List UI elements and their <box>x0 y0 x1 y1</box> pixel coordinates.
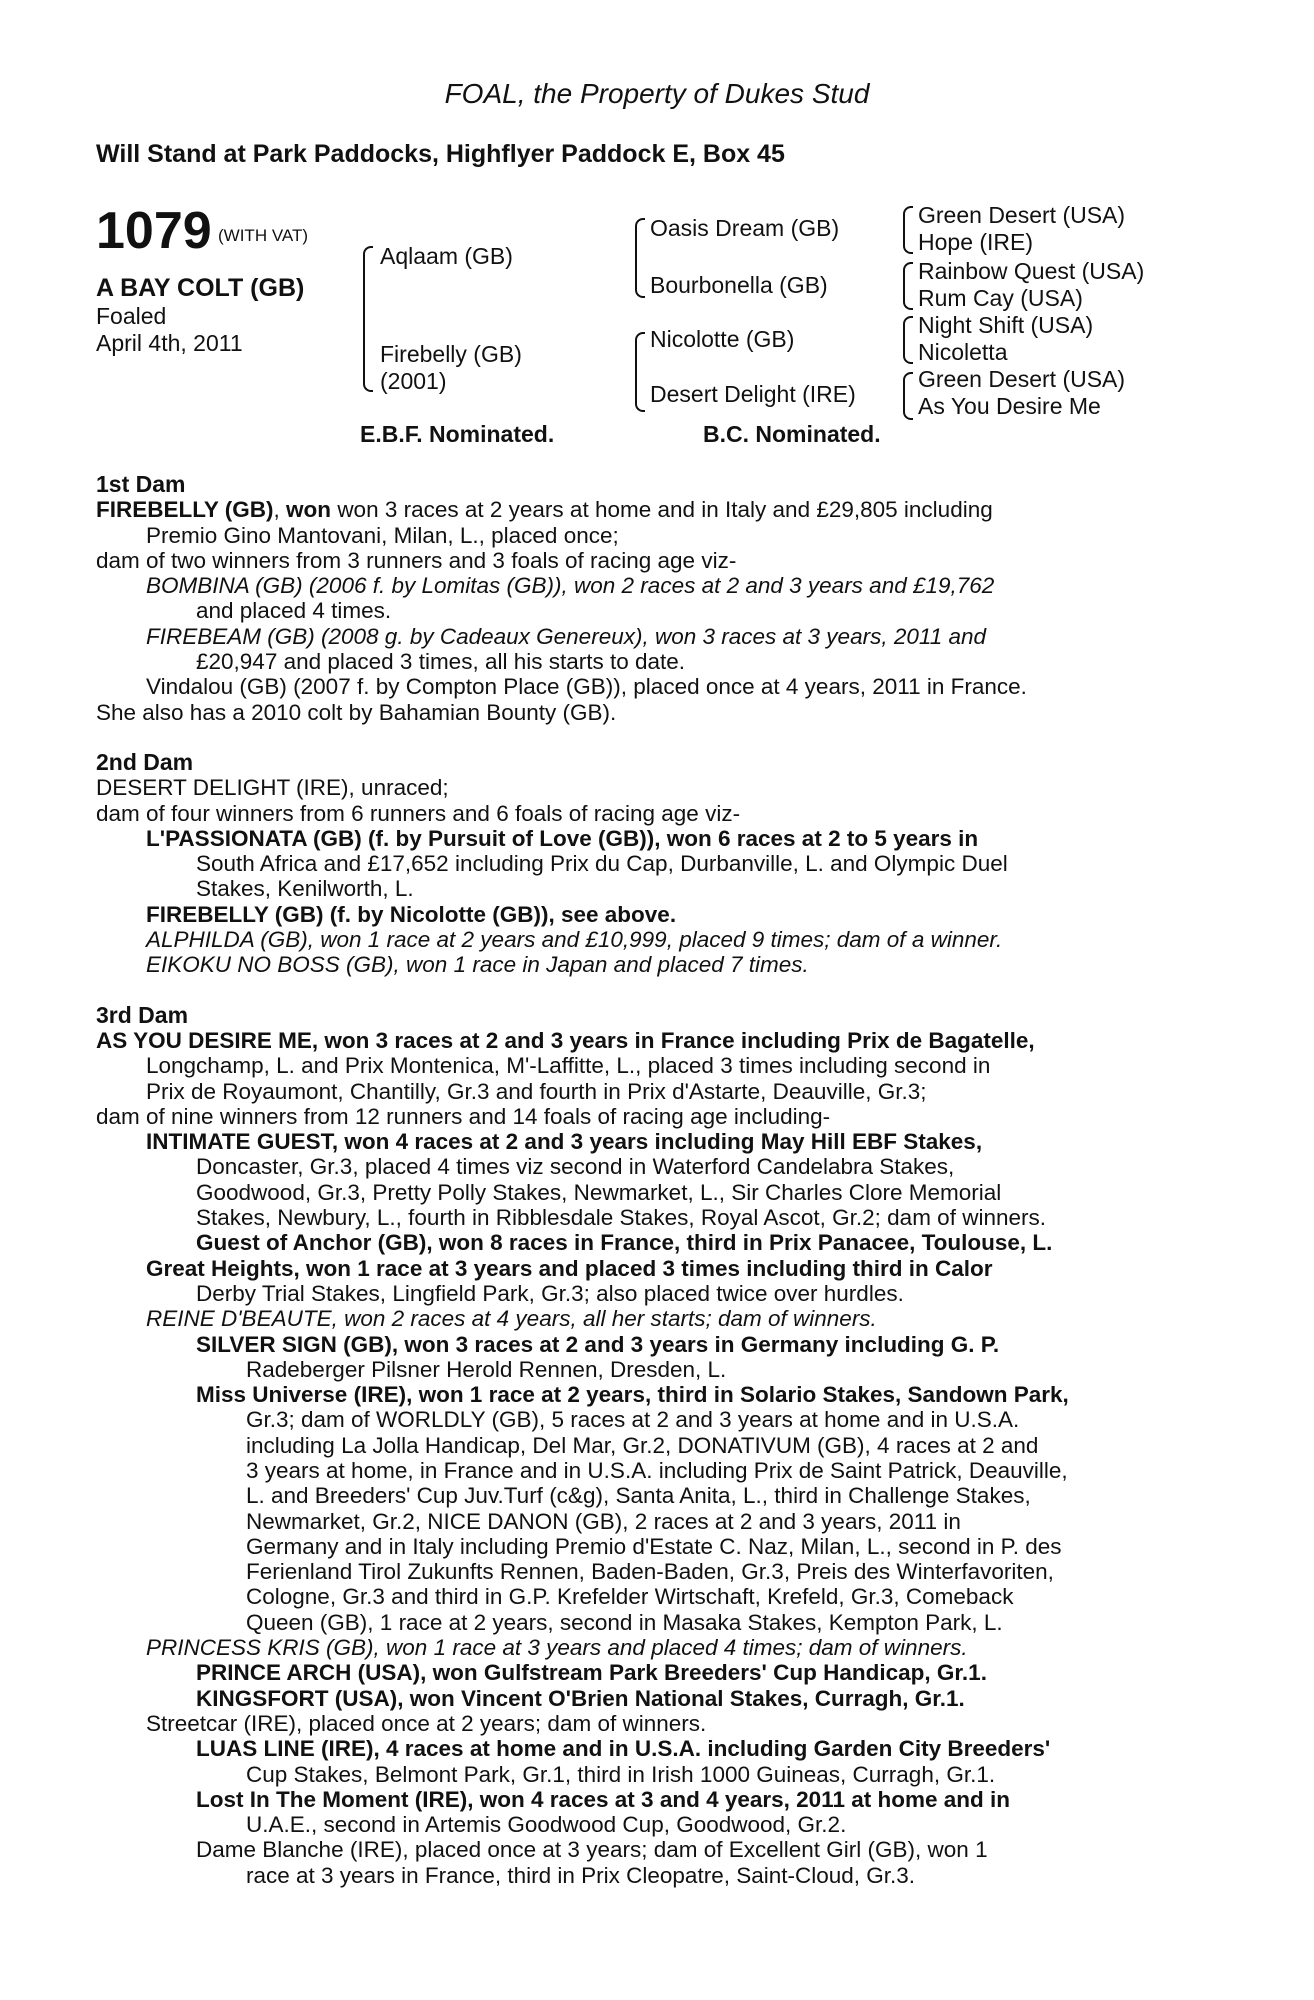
brace <box>635 332 645 412</box>
gg-1: Green Desert (USA) <box>918 202 1126 228</box>
bc-nominated: B.C. Nominated. <box>703 421 881 447</box>
stand-location: Will Stand at Park Paddocks, Highflyer Paddock E, Box 45 <box>96 140 785 168</box>
brace <box>903 316 913 364</box>
gg-6: Nicoletta <box>918 339 1008 365</box>
text-line: Gr.3; dam of WORLDLY (GB), 5 races at 2 and 3 years at home and in U.S.A. <box>246 1407 1020 1433</box>
text-line: £20,947 and placed 3 times, all his starts to date. <box>196 649 686 675</box>
vat-label: (WITH VAT) <box>218 226 309 245</box>
text-line: Vindalou (GB) (2007 f. by Compton Place (GB)), placed once at 4 years, 2011 in France. <box>146 674 1027 700</box>
sire-sire: Oasis Dream (GB) <box>650 215 840 241</box>
text-line: Stakes, Newbury, L., fourth in Ribblesdale Stakes, Royal Ascot, Gr.2; dam of winners. <box>196 1205 1046 1231</box>
text-line: AS YOU DESIRE ME, won 3 races at 2 and 3 years in France including Prix de Bagatelle, <box>96 1027 1035 1053</box>
text-line: BOMBINA (GB) (2006 f. by Lomitas (GB)), won 2 races at 2 and 3 years and £19,762 <box>146 573 995 599</box>
foaled-date: April 4th, 2011 <box>96 330 243 356</box>
gg-2: Hope (IRE) <box>918 229 1034 255</box>
text-line: and placed 4 times. <box>196 598 392 624</box>
text-line: Queen (GB), 1 race at 2 years, second in Masaka Stakes, Kempton Park, L. <box>246 1609 1003 1635</box>
gg-3: Rainbow Quest (USA) <box>918 258 1145 284</box>
text-line: including La Jolla Handicap, Del Mar, Gr.2, DONATIVUM (GB), 4 races at 2 and <box>246 1432 1039 1458</box>
lot-name: A BAY COLT (GB) <box>96 274 305 302</box>
text-line: Doncaster, Gr.3, placed 4 times viz second in Waterford Candelabra Stakes, <box>196 1154 955 1180</box>
text-line: Goodwood, Gr.3, Pretty Polly Stakes, Newmarket, L., Sir Charles Clore Memorial <box>196 1179 1002 1205</box>
text-line: Cup Stakes, Belmont Park, Gr.1, third in Irish 1000 Guineas, Curragh, Gr.1. <box>246 1761 996 1787</box>
page-title: FOAL, the Property of Dukes Stud <box>444 78 870 109</box>
text-line: South Africa and £17,652 including Prix du Cap, Durbanville, L. and Olympic Duel <box>196 851 1008 877</box>
sire-dam: Bourbonella (GB) <box>650 272 828 298</box>
dam: Firebelly (GB) <box>380 341 522 367</box>
text-line: INTIMATE GUEST, won 4 races at 2 and 3 years including May Hill EBF Stakes, <box>146 1129 983 1155</box>
text-line: dam of four winners from 6 runners and 6 foals of racing age viz- <box>96 800 741 826</box>
dam-year: (2001) <box>380 368 447 394</box>
dam-sire: Nicolotte (GB) <box>650 326 795 352</box>
text-line: Germany and in Italy including Premio d'Estate C. Naz, Milan, L., second in P. des <box>246 1533 1062 1559</box>
gg-5: Night Shift (USA) <box>918 312 1094 338</box>
text-line: She also has a 2010 colt by Bahamian Bounty (GB). <box>96 699 617 725</box>
brace <box>903 206 913 254</box>
text-line: KINGSFORT (USA), won Vincent O'Brien National Stakes, Curragh, Gr.1. <box>196 1685 965 1711</box>
text-line: L'PASSIONATA (GB) (f. by Pursuit of Love (GB)), won 6 races at 2 to 5 years in <box>146 825 979 851</box>
text-line: ALPHILDA (GB), won 1 race at 2 years and £10,999, placed 9 times; dam of a winner. <box>146 927 1003 953</box>
gg-7: Green Desert (USA) <box>918 366 1126 392</box>
text-line: race at 3 years in France, third in Prix Cleopatre, Saint-Cloud, Gr.3. <box>246 1862 916 1888</box>
text-line: won 3 races at 2 years at home and in Italy and £29,805 including <box>337 497 993 523</box>
brace <box>635 218 645 298</box>
text-line: Guest of Anchor (GB), won 8 races in France, third in Prix Panacee, Toulouse, L. <box>196 1230 1053 1256</box>
text-line: PRINCE ARCH (USA), won Gulfstream Park Breeders' Cup Handicap, Gr.1. <box>196 1660 987 1686</box>
text-line: Longchamp, L. and Prix Montenica, M'-Laffitte, L., placed 3 times including second in <box>146 1053 991 1079</box>
text-line: Stakes, Kenilworth, L. <box>196 876 414 902</box>
sire: Aqlaam (GB) <box>380 243 513 269</box>
text-line: PRINCESS KRIS (GB), won 1 race at 3 years and placed 4 times; dam of winners. <box>146 1635 968 1661</box>
text-line: EIKOKU NO BOSS (GB), won 1 race in Japan and placed 7 times. <box>146 952 809 978</box>
lot-number: 1079 <box>96 202 212 260</box>
text-line: Derby Trial Stakes, Lingfield Park, Gr.3; also placed twice over hurdles. <box>196 1280 904 1306</box>
text-line: DESERT DELIGHT (IRE), unraced; <box>96 775 449 801</box>
section-heading: 1st Dam <box>96 471 186 497</box>
section-heading: 3rd Dam <box>96 1001 189 1028</box>
text-line: Ferienland Tirol Zukunfts Rennen, Baden-Baden, Gr.3, Preis des Winterfavoriten, <box>246 1559 1054 1585</box>
foaled-label: Foaled <box>96 303 167 329</box>
gg-4: Rum Cay (USA) <box>918 285 1083 311</box>
brace <box>363 246 373 392</box>
text-line: Lost In The Moment (IRE), won 4 races at 3 and 4 years, 2011 at home and in <box>196 1786 1010 1812</box>
ebf-nominated: E.B.F. Nominated. <box>360 421 555 447</box>
gg-8: As You Desire Me <box>918 393 1101 419</box>
brace <box>903 262 913 310</box>
dam-dam: Desert Delight (IRE) <box>650 381 856 407</box>
text-line: Radeberger Pilsner Herold Rennen, Dresden, L. <box>246 1356 727 1382</box>
text-line: LUAS LINE (IRE), 4 races at home and in U.S.A. including Garden City Breeders' <box>196 1736 1051 1762</box>
text-line: Premio Gino Mantovani, Milan, L., placed once; <box>146 522 619 548</box>
text-line: Great Heights, won 1 race at 3 years and placed 3 times including third in Calor <box>146 1255 993 1281</box>
text-line: REINE D'BEAUTE, won 2 races at 4 years, all her starts; dam of winners. <box>146 1306 877 1332</box>
catalogue-text <box>96 472 1201 1888</box>
text-line: Newmarket, Gr.2, NICE DANON (GB), 2 races at 2 and 3 years, 2011 in <box>246 1508 961 1534</box>
text-line: dam of two winners from 3 runners and 3 foals of racing age viz- <box>96 547 737 573</box>
text-line: Prix de Royaumont, Chantilly, Gr.3 and fourth in Prix d'Astarte, Deauville, Gr.3; <box>146 1078 927 1104</box>
text-line: Cologne, Gr.3 and third in G.P. Krefelder Wirtschaft, Krefeld, Gr.3, Comeback <box>246 1584 1014 1610</box>
text-line: Streetcar (IRE), placed once at 2 years; dam of winners. <box>146 1710 707 1736</box>
text-line: FIREBELLY (GB), won won 3 races at 2 years at home and in Italy and £29,805 including <box>96 497 993 523</box>
text-line: Dame Blanche (IRE), placed once at 3 years; dam of Excellent Girl (GB), won 1 <box>196 1837 988 1863</box>
text-line: L. and Breeders' Cup Juv.Turf (c&g), Santa Anita, L., third in Challenge Stakes, <box>246 1483 1031 1509</box>
text-line: dam of nine winners from 12 runners and 14 foals of racing age including- <box>96 1103 831 1129</box>
text-line: 3 years at home, in France and in U.S.A. including Prix de Saint Patrick, Deauville, <box>246 1457 1068 1483</box>
text-line: FIREBELLY (GB) (f. by Nicolotte (GB)), see above. <box>146 901 677 927</box>
text-line: SILVER SIGN (GB), won 3 races at 2 and 3 years in Germany including G. P. <box>196 1331 1000 1357</box>
text-line: U.A.E., second in Artemis Goodwood Cup, Goodwood, Gr.2. <box>246 1812 847 1838</box>
text-line: FIREBEAM (GB) (2008 g. by Cadeaux Genereux), won 3 races at 3 years, 2011 and <box>146 623 987 649</box>
section-heading: 2nd Dam <box>96 748 194 775</box>
text-line: Miss Universe (IRE), won 1 race at 2 years, third in Solario Stakes, Sandown Park, <box>196 1382 1069 1408</box>
brace <box>903 372 913 420</box>
